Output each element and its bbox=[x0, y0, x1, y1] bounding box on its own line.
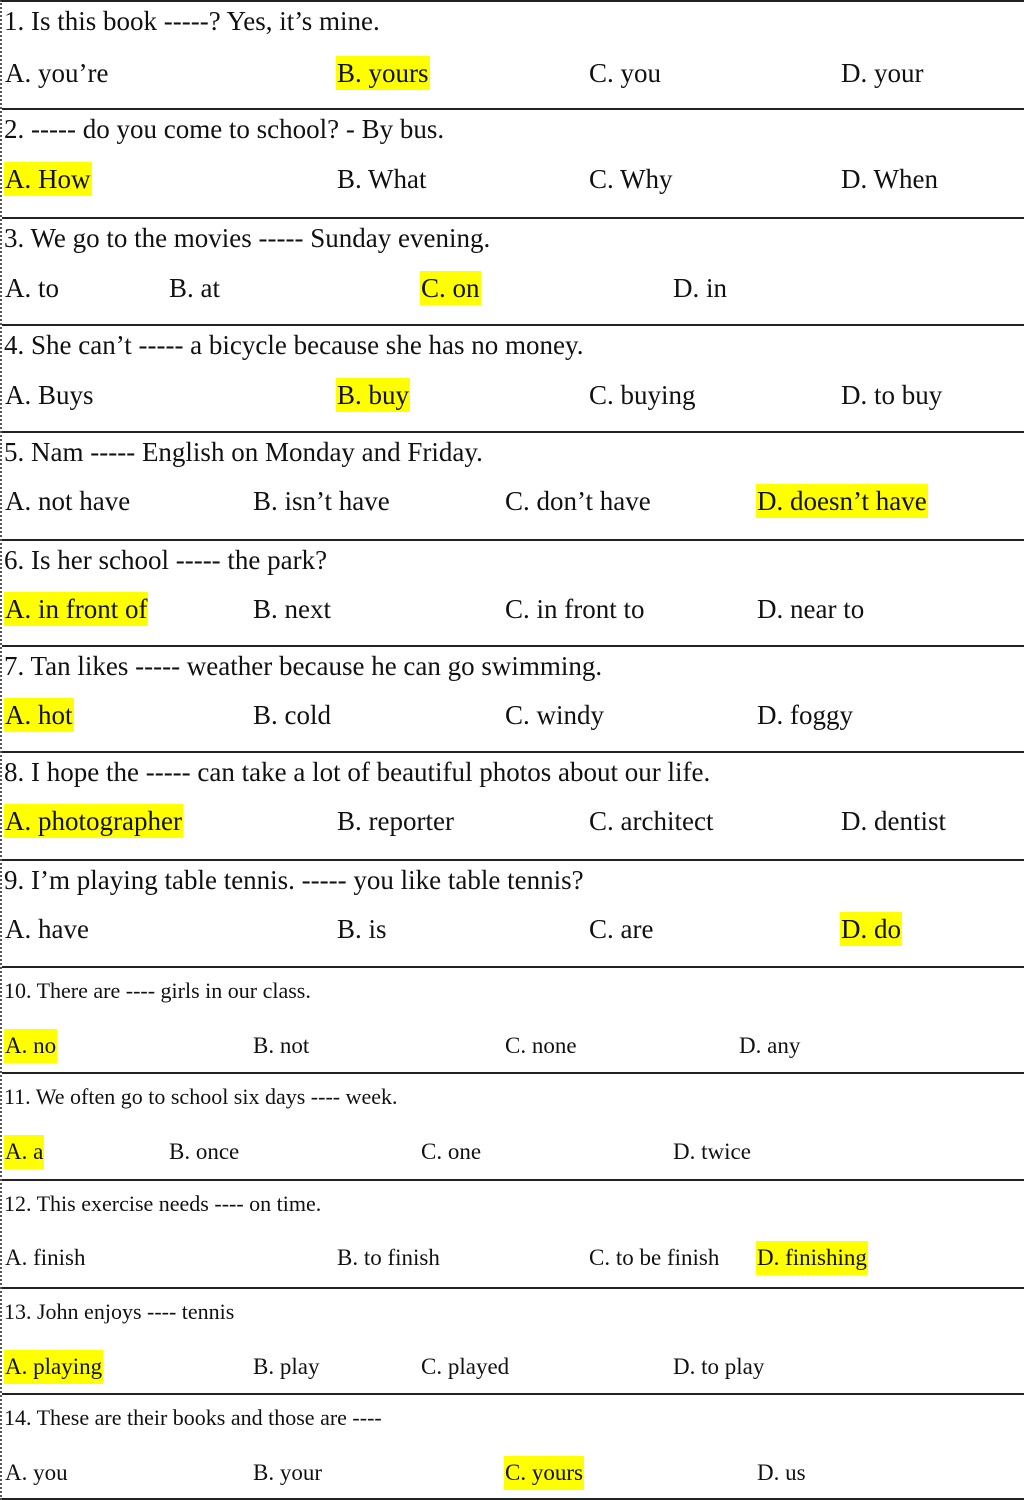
question-6 bbox=[2, 541, 1024, 647]
question-13 bbox=[2, 1289, 1024, 1395]
option-a-answer: A. hot bbox=[5, 700, 73, 730]
option-a: A. you’re bbox=[5, 58, 109, 88]
question-stem: 14. These are their books and those are ---- bbox=[4, 1405, 382, 1430]
option-c: C. none bbox=[505, 1033, 577, 1058]
option-a-answer: A. in front of bbox=[5, 594, 148, 624]
question-2 bbox=[2, 110, 1024, 219]
option-a-answer: A. no bbox=[4, 1029, 57, 1063]
question-11 bbox=[2, 1074, 1024, 1181]
option-b: B. once bbox=[169, 1139, 240, 1164]
option-d: D. to buy bbox=[841, 380, 943, 410]
option-d: D. to play bbox=[673, 1354, 765, 1379]
question-7 bbox=[2, 647, 1024, 753]
question-14 bbox=[2, 1395, 1024, 1500]
option-d-answer: D. doesn’t have bbox=[757, 486, 927, 516]
question-stem: 2. ----- do you come to school? - By bus. bbox=[4, 114, 445, 144]
option-d: D. near to bbox=[757, 594, 865, 624]
question-9 bbox=[2, 861, 1024, 968]
option-c: C. played bbox=[421, 1354, 510, 1379]
option-a-answer: A. playing bbox=[4, 1350, 103, 1384]
option-c: C. don’t have bbox=[505, 486, 651, 516]
question-12 bbox=[2, 1181, 1024, 1289]
option-b: B. play bbox=[253, 1354, 320, 1379]
option-d: D. in bbox=[673, 273, 727, 303]
option-d: D. twice bbox=[673, 1139, 751, 1164]
question-stem: 12. This exercise needs ---- on time. bbox=[4, 1191, 322, 1216]
option-b: B. at bbox=[169, 273, 220, 303]
option-d-answer: D. finishing bbox=[756, 1241, 868, 1275]
option-c: C. you bbox=[589, 58, 662, 88]
option-b: B. not bbox=[253, 1033, 310, 1058]
option-b: B. cold bbox=[253, 700, 331, 730]
option-a-answer: A. photographer bbox=[5, 806, 182, 836]
question-1 bbox=[2, 2, 1024, 110]
option-c: C. architect bbox=[589, 806, 714, 836]
option-d: D. any bbox=[739, 1033, 801, 1058]
option-a-answer: A. How bbox=[5, 164, 91, 194]
option-a: A. you bbox=[5, 1460, 68, 1485]
option-b: B. isn’t have bbox=[253, 486, 390, 516]
option-a: A. not have bbox=[5, 486, 131, 516]
option-d: D. your bbox=[841, 58, 924, 88]
question-stem: 6. Is her school ----- the park? bbox=[4, 545, 328, 575]
question-stem: 9. I’m playing table tennis. ----- you like table tennis? bbox=[4, 865, 584, 895]
question-stem: 13. John enjoys ---- tennis bbox=[4, 1299, 235, 1324]
option-c-answer: C. on bbox=[421, 273, 480, 303]
option-d: D. foggy bbox=[757, 700, 853, 730]
option-c: C. buying bbox=[589, 380, 696, 410]
question-stem: 3. We go to the movies ----- Sunday evening. bbox=[4, 223, 491, 253]
question-stem: 8. I hope the ----- can take a lot of beautiful photos about our life. bbox=[4, 757, 711, 787]
option-c: C. windy bbox=[505, 700, 605, 730]
question-stem: 11. We often go to school six days ---- week. bbox=[4, 1084, 398, 1109]
question-stem: 5. Nam ----- English on Monday and Friday. bbox=[4, 437, 483, 467]
question-4 bbox=[2, 326, 1024, 433]
question-stem: 4. She can’t ----- a bicycle because she has no money. bbox=[4, 330, 584, 360]
option-b-answer: B. buy bbox=[337, 380, 410, 410]
option-b-answer: B. yours bbox=[337, 58, 429, 88]
option-b: B. reporter bbox=[337, 806, 454, 836]
option-b: B. your bbox=[253, 1460, 322, 1485]
option-a: A. Buys bbox=[5, 380, 94, 410]
option-d-answer: D. do bbox=[841, 914, 901, 944]
question-stem: 7. Tan likes ----- weather because he can go swimming. bbox=[4, 651, 603, 681]
option-c: C. one bbox=[421, 1139, 482, 1164]
question-8 bbox=[2, 753, 1024, 861]
option-b: B. next bbox=[253, 594, 331, 624]
question-3 bbox=[2, 219, 1024, 326]
question-stem: 1. Is this book -----? Yes, it’s mine. bbox=[4, 6, 380, 36]
option-b: B. What bbox=[337, 164, 427, 194]
option-a-answer: A. a bbox=[4, 1135, 44, 1169]
option-c: C. are bbox=[589, 914, 654, 944]
question-5 bbox=[2, 433, 1024, 541]
option-c: C. to be finish bbox=[589, 1245, 720, 1270]
option-d: D. When bbox=[841, 164, 938, 194]
option-b: B. is bbox=[337, 914, 387, 944]
option-c: C. in front to bbox=[505, 594, 645, 624]
option-b: B. to finish bbox=[337, 1245, 440, 1270]
option-a: A. have bbox=[5, 914, 89, 944]
option-c: C. Why bbox=[589, 164, 673, 194]
option-a: A. to bbox=[5, 273, 59, 303]
option-d: D. us bbox=[757, 1460, 806, 1485]
option-a: A. finish bbox=[5, 1245, 86, 1270]
question-10 bbox=[2, 968, 1024, 1074]
question-stem: 10. There are ---- girls in our class. bbox=[4, 978, 311, 1003]
option-d: D. dentist bbox=[841, 806, 946, 836]
option-c-answer: C. yours bbox=[504, 1456, 584, 1490]
